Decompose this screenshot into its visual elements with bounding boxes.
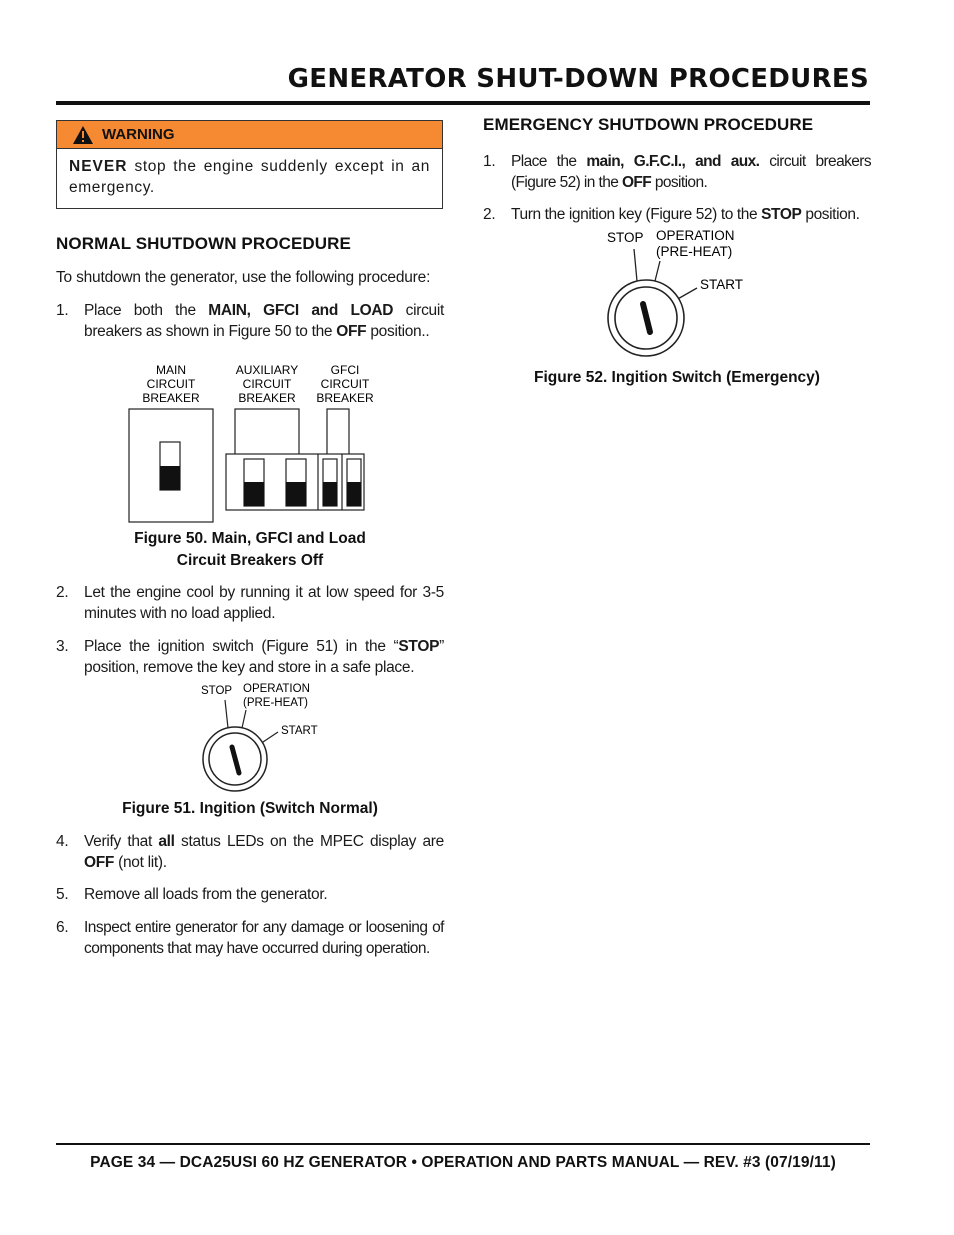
gfci-label-3: BREAKER [316,391,374,405]
page-title: GENERATOR SHUT-DOWN PROCEDURES [287,64,869,94]
figure51-caption: Figure 51. Ingition (Switch Normal) [122,800,378,817]
stop-label: STOP [201,685,233,697]
main-label-2: CIRCUIT [146,377,196,391]
main-label-1: MAIN [156,363,186,377]
stop-label: STOP [607,230,644,245]
main-label-3: BREAKER [142,391,200,405]
normal-step-5: 5. Remove all loads from the generator. [56,886,328,903]
gfci-breaker-housing [327,409,349,455]
emergency-shutdown-heading: EMERGENCY SHUTDOWN PROCEDURE [483,115,814,134]
warning-triangle-icon [72,125,94,145]
normal-step-3: 3. Place the ignition switch (Figure 51) in the “STOP” position, remove the key and store in a safe place. [56,638,444,676]
aux-label-1: AUXILIARY [235,363,299,377]
operation-label: OPERATION [243,683,310,695]
normal-step-6: 6. Inspect entire generator for any damage or loosening of components that may have occurred during operation. [56,919,444,957]
emergency-step-1: 1. Place the main, G.F.C.I., and aux. circuit breakers (Figure 52) in the OFF position. [483,153,871,191]
main-breaker-toggle [160,466,180,490]
preheat-label: (PRE-HEAT) [243,697,308,709]
warning-label: WARNING [102,126,175,143]
warning-header [57,121,442,149]
circuit-breakers-figure [120,360,380,528]
normal-step-4: 4. Verify that all status LEDs on the MPEC display are OFF (not lit). [56,833,444,871]
normal-step-2: 2. Let the engine cool by running it at low speed for 3-5 minutes with no load applied. [56,584,444,622]
ignition-switch-figure-normal [196,680,326,795]
footer-rule [56,1143,870,1145]
aux-breaker-housing [235,409,299,455]
ignition-switch-figure-emergency [600,226,760,361]
operation-label: OPERATION [656,228,735,243]
aux-label-2: CIRCUIT [242,377,292,391]
warning-body-text: stop the engine suddenly except in an emergency. [69,158,430,196]
normal-intro: To shutdown the generator, use the following procedure: [56,269,431,286]
preheat-label: (PRE-HEAT) [656,244,733,259]
step-number: 1. [56,302,69,319]
warning-never: NEVER [69,158,128,175]
start-label: START [700,277,744,292]
emergency-step-2: 2. Turn the ignition key (Figure 52) to the STOP position. [483,206,860,223]
gfci-label-1: GFCI [330,363,360,377]
aux-label-3: BREAKER [238,391,296,405]
warning-text [57,149,442,198]
title-rule [56,101,870,105]
start-label: START [281,725,318,737]
normal-shutdown-heading: NORMAL SHUTDOWN PROCEDURE [56,234,351,253]
normal-step-1 [56,300,444,342]
step-text: Place both the MAIN, GFCI and LOAD circuit breakers as shown in Figure 50 to the OFF position.. [84,302,444,340]
gfci-label-2: CIRCUIT [320,377,370,391]
figure52-caption: Figure 52. Ingition Switch (Emergency) [534,369,820,386]
warning-box [56,120,443,209]
figure50-caption: Figure 50. Main, GFCI and Load Circuit Breakers Off [134,530,366,569]
page-footer: PAGE 34 — DCA25USI 60 HZ GENERATOR • OPERATION AND PARTS MANUAL — REV. #3 (07/19/11) [90,1154,836,1171]
